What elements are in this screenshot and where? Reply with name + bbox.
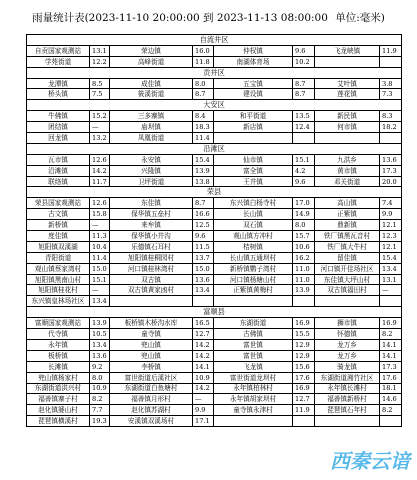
station-name: 正紫镇 <box>315 209 380 220</box>
station-name: 鼎新镇 <box>315 220 380 231</box>
station-name: 长滩镇 <box>27 361 90 372</box>
station-name: 王井镇 <box>214 176 293 187</box>
station-name: 兜山镇 <box>110 350 193 361</box>
rainfall-value: 12.2 <box>90 56 110 67</box>
unit-text: 单位:毫米) <box>335 12 385 24</box>
rainfall-value: 12.3 <box>380 231 402 242</box>
rainfall-value: 16.9 <box>293 318 315 329</box>
station-name: 龙万乡 <box>315 350 380 361</box>
rainfall-value: 11.9 <box>380 45 402 56</box>
station-name <box>110 296 193 307</box>
station-name: 安溪镇双溪场村 <box>110 416 193 427</box>
table-row <box>27 263 402 274</box>
rainfall-value: 11.4 <box>90 252 110 263</box>
rainfall-value: 17.0 <box>293 198 315 209</box>
rainfall-value: 14.1 <box>380 350 402 361</box>
table-row <box>27 231 402 242</box>
district-name: 荣县 <box>27 187 402 198</box>
table-row <box>27 133 402 144</box>
rainfall-value: 12.4 <box>293 122 315 133</box>
rainfall-value: 12.1 <box>380 220 402 231</box>
rainfall-value: 13.1 <box>380 274 402 285</box>
district-header-row <box>27 187 402 198</box>
station-name: 飞龙峡镇 <box>315 45 380 56</box>
rainfall-value: 13.9 <box>90 318 110 329</box>
station-name: 李桥镇 <box>110 361 193 372</box>
rainfall-value: 13.6 <box>380 154 402 165</box>
station-name: 南湖体育场 <box>214 56 293 67</box>
rainfall-value: 12.9 <box>293 339 315 350</box>
station-name: 旭阳镇桂花村 <box>27 285 90 296</box>
rainfall-value: 8.7 <box>293 78 315 89</box>
rainfall-value: 13.7 <box>193 252 214 263</box>
table-row <box>27 350 402 361</box>
rainfall-value <box>380 56 402 67</box>
station-name: 观山镇方冲村 <box>214 231 293 242</box>
table-row <box>27 318 402 329</box>
district-name: 贡井区 <box>27 67 402 78</box>
rainfall-value: 14.1 <box>193 361 214 372</box>
table-row <box>27 285 402 296</box>
rainfall-value: 14.9 <box>293 209 315 220</box>
station-name: 九洪乡 <box>315 154 380 165</box>
station-name: 庙坝镇 <box>110 122 193 133</box>
table-row <box>27 78 402 89</box>
station-name: 琵琶镇横溪村 <box>27 416 90 427</box>
table-row <box>27 122 402 133</box>
rainfall-value: 13.2 <box>90 133 110 144</box>
rainfall-value <box>380 133 402 144</box>
station-name: 新桥镇鹦子湾村 <box>214 263 293 274</box>
station-name: 荣县国家观测站 <box>27 198 90 209</box>
rainfall-value: 8.2 <box>380 329 402 340</box>
station-name: 古文镇 <box>27 209 90 220</box>
station-name: 狮市镇 <box>315 318 380 329</box>
rainfall-value: 4.2 <box>293 165 315 176</box>
rainfall-value: — <box>380 285 402 296</box>
station-name: 五宝镇 <box>214 78 293 89</box>
station-name: 来牟镇 <box>110 220 193 231</box>
station-name: 长山镇 <box>214 209 293 220</box>
table-row <box>27 252 402 263</box>
rainfall-value: 7.3 <box>380 89 402 100</box>
rainfall-value: 8.0 <box>293 220 315 231</box>
table-row <box>27 198 402 209</box>
rainfall-value: 20.0 <box>380 176 402 187</box>
station-name: 河口镇桂林湾村 <box>110 263 193 274</box>
station-name: 骑龙镇 <box>315 361 380 372</box>
rainfall-value: 8.2 <box>90 394 110 405</box>
rainfall-value: 8.7 <box>193 198 214 209</box>
table-row <box>27 209 402 220</box>
station-name: 富全镇 <box>214 165 293 176</box>
station-name: 何市镇 <box>315 122 380 133</box>
station-name: 东湖街道湘竹社区 <box>315 372 380 383</box>
station-name: 龙万乡 <box>315 339 380 350</box>
station-name: 赵化镇苏湖村 <box>110 405 193 416</box>
station-name: 和平街道 <box>214 111 293 122</box>
station-name <box>315 296 380 307</box>
rainfall-value: 16.0 <box>193 45 214 56</box>
rainfall-value: — <box>193 394 214 405</box>
rainfall-value: 10.4 <box>90 241 110 252</box>
station-name: 福善镇新桥村 <box>315 394 380 405</box>
table-row <box>27 383 402 394</box>
station-name: 仲权镇 <box>214 45 293 56</box>
station-name: 卫坪街道 <box>110 176 193 187</box>
station-name: 永年镇长滩村 <box>315 383 380 394</box>
rainfall-value: 10.9 <box>193 372 214 383</box>
station-name: 东湖街道白鱼塘村 <box>110 383 193 394</box>
rainfall-value: 14.2 <box>90 165 110 176</box>
station-name: 度佳镇 <box>27 231 90 242</box>
rainfall-value: 17.3 <box>380 165 402 176</box>
rainfall-value: 13.5 <box>293 111 315 122</box>
station-name: 飞龙镇 <box>214 361 293 372</box>
station-name: 建设镇 <box>214 89 293 100</box>
station-name: 富世街道龙坝村 <box>214 372 293 383</box>
rainfall-value: 9.9 <box>380 209 402 220</box>
rainfall-value: 14.1 <box>380 339 402 350</box>
station-name: 高山镇 <box>315 198 380 209</box>
rainfall-value: 8.0 <box>90 372 110 383</box>
station-name: 留佳镇 <box>315 252 380 263</box>
rainfall-value: 14.2 <box>193 383 214 394</box>
rainfall-value: 15.4 <box>193 154 214 165</box>
rainfall-value: 18.2 <box>380 122 402 133</box>
rainfall-value: 16.5 <box>193 318 214 329</box>
rainfall-value: 9.6 <box>293 176 315 187</box>
watermark-logo: 西秦云谙 <box>330 449 410 473</box>
station-name: 筱溪街道 <box>110 89 193 100</box>
rainfall-value: 13.4 <box>90 339 110 350</box>
rainfall-value: 15.4 <box>380 252 402 263</box>
table-row <box>27 394 402 405</box>
rainfall-value: 12.1 <box>380 241 402 252</box>
rainfall-value: 18.3 <box>193 122 214 133</box>
rainfall-value: 13.4 <box>193 285 214 296</box>
rainfall-value: 9.6 <box>293 45 315 56</box>
station-name: 永年镇 <box>27 339 90 350</box>
station-name: 兴隆镇 <box>110 165 193 176</box>
station-name: 观山镇蔡家湾村 <box>27 263 90 274</box>
rainfall-value <box>380 416 402 427</box>
rainfall-value: 13.1 <box>90 45 110 56</box>
rainfall-value: 17.1 <box>193 416 214 427</box>
table-row <box>27 241 402 252</box>
station-name: 凤凰街道 <box>110 133 193 144</box>
district-name: 大安区 <box>27 100 402 111</box>
rainfall-value: 11.4 <box>193 133 214 144</box>
station-name: 青阳街道 <box>27 252 90 263</box>
station-name: 琵琶镇石年村 <box>315 405 380 416</box>
rainfall-value: 13.4 <box>90 296 110 307</box>
station-name: 童寺镇 <box>110 329 193 340</box>
rainfall-value: 11.7 <box>90 176 110 187</box>
rainfall-value: 9.9 <box>193 405 214 416</box>
rainfall-value: 13.9 <box>193 165 214 176</box>
table-row <box>27 89 402 100</box>
rainfall-value: 14.2 <box>193 350 214 361</box>
rainfall-value <box>380 296 402 307</box>
station-name: 怀德镇 <box>315 329 380 340</box>
district-name: 富顺县 <box>27 307 402 318</box>
rainfall-value: 12.7 <box>293 394 315 405</box>
station-name: 永年镇胡家坝村 <box>214 394 293 405</box>
rainfall-value: 11.5 <box>193 241 214 252</box>
table-row <box>27 361 402 372</box>
rainfall-value: 11.0 <box>293 263 315 274</box>
rainfall-value: 11.8 <box>193 56 214 67</box>
station-name: 富世街道后溪社区 <box>110 372 193 383</box>
table-row <box>27 56 402 67</box>
station-name: 黄市镇 <box>315 165 380 176</box>
station-name: 保华镇小井沟 <box>110 231 193 242</box>
station-name: 沿滩镇 <box>27 165 90 176</box>
rainfall-value: — <box>90 122 110 133</box>
station-name: 东兴镇白杨寺村 <box>214 198 293 209</box>
rainfall-value: 14.2 <box>193 339 214 350</box>
station-name: 铁厂镇大牛村 <box>315 241 380 252</box>
rainfall-value: 15.0 <box>193 263 214 274</box>
rainfall-value: 7.7 <box>90 405 110 416</box>
rainfall-value: 7.4 <box>380 198 402 209</box>
report-title <box>0 10 417 25</box>
district-header-row <box>27 143 402 154</box>
station-name: 仙市镇 <box>214 154 293 165</box>
rainfall-value: 9.6 <box>193 231 214 242</box>
station-name: 永安镇 <box>110 154 193 165</box>
station-name: 板桥镇木桥沟水库 <box>110 318 193 329</box>
rainfall-value: 10.2 <box>293 56 315 67</box>
station-name <box>315 133 380 144</box>
table-row <box>27 416 402 427</box>
station-name: 三多寨镇 <box>110 111 193 122</box>
rainfall-value: 3.8 <box>380 78 402 89</box>
rainfall-value: 18.1 <box>380 383 402 394</box>
station-name: 富世镇 <box>214 339 293 350</box>
rainfall-value: 8.5 <box>90 78 110 89</box>
station-name: 河口镇开佳场社区 <box>315 263 380 274</box>
table-row <box>27 176 402 187</box>
station-name: 东湖街道洪兴村 <box>27 383 90 394</box>
station-name: 兜山镇 <box>110 339 193 350</box>
station-name: 河口镇杨塘山村 <box>214 274 293 285</box>
rainfall-value: 8.7 <box>193 89 214 100</box>
station-name: 乐德镇石耳村 <box>110 241 193 252</box>
station-name: 双古镇 <box>110 274 193 285</box>
station-name: 新桥镇 <box>27 220 90 231</box>
rainfall-value: 14.6 <box>380 394 402 405</box>
station-name: 长山镇五通坝村 <box>214 252 293 263</box>
district-header-row <box>27 67 402 78</box>
rainfall-value: 15.2 <box>90 111 110 122</box>
rainfall-value: 16.2 <box>293 252 315 263</box>
station-name: 东兴镇皇林场社区 <box>27 296 90 307</box>
station-name: 保华镇五垒村 <box>110 209 193 220</box>
rainfall-value: 8.2 <box>380 405 402 416</box>
station-name: 福善镇月形村 <box>110 394 193 405</box>
station-name: 桔树镇 <box>214 241 293 252</box>
title-text: 雨量统计表(2023-11-10 20:00:00 到 2023-11-13 08:00:00 <box>32 12 328 24</box>
rainfall-value: — <box>90 220 110 231</box>
rainfall-value: 12.7 <box>193 329 214 340</box>
station-name: 荣边镇 <box>110 45 193 56</box>
station-name <box>214 416 293 427</box>
district-name: 沿滩区 <box>27 143 402 154</box>
station-name: 兜山镇杨家村 <box>27 372 90 383</box>
station-name: 新民镇 <box>315 111 380 122</box>
station-name <box>315 416 380 427</box>
rainfall-value: 8.3 <box>380 111 402 122</box>
station-name: 自贡国家观测站 <box>27 45 90 56</box>
rainfall-value: 12.6 <box>90 154 110 165</box>
station-name: 联络镇 <box>27 176 90 187</box>
rainfall-value: 9.2 <box>90 361 110 372</box>
rainfall-value: 11.3 <box>90 231 110 242</box>
rainfall-value: 12.5 <box>193 220 214 231</box>
station-name: 福善镇寨子村 <box>27 394 90 405</box>
station-name <box>214 296 293 307</box>
rainfall-value: 13.4 <box>380 263 402 274</box>
rainfall-value: 13.6 <box>193 274 214 285</box>
rainfall-value: 13.8 <box>193 176 214 187</box>
station-name: 古佛镇 <box>214 329 293 340</box>
rainfall-value: 15.8 <box>90 209 110 220</box>
station-name: 东佳镇大坪山村 <box>315 274 380 285</box>
table-row <box>27 154 402 165</box>
rainfall-value: 15.0 <box>90 263 110 274</box>
rainfall-value <box>293 133 315 144</box>
rainfall-value: 17.3 <box>380 361 402 372</box>
table-row <box>27 329 402 340</box>
rainfall-value: 16.9 <box>380 318 402 329</box>
rainfall-value: 17.6 <box>293 372 315 383</box>
station-name <box>315 56 380 67</box>
station-name: 赵化镇婆山村 <box>27 405 90 416</box>
rainfall-value: 10.6 <box>293 241 315 252</box>
rainfall-value: 12.9 <box>293 350 315 361</box>
rainfall-value: 16.9 <box>293 383 315 394</box>
rainfall-value: 11.9 <box>293 405 315 416</box>
district-header-row <box>27 35 402 46</box>
station-name: 邓关街道 <box>315 176 380 187</box>
rainfall-value <box>193 296 214 307</box>
rainfall-value: 8.7 <box>293 89 315 100</box>
rainfall-value: 8.0 <box>193 78 214 89</box>
station-name: 永年镇柏林村 <box>214 383 293 394</box>
rainfall-value <box>293 416 315 427</box>
table-row <box>27 274 402 285</box>
table-row <box>27 296 402 307</box>
station-name: 高峰街道 <box>110 56 193 67</box>
rainfall-table-body <box>27 35 402 427</box>
table-row <box>27 339 402 350</box>
station-name: 瓦市镇 <box>27 154 90 165</box>
station-name: 成佳镇 <box>110 78 193 89</box>
rainfall-value: 15.5 <box>293 329 315 340</box>
rainfall-value: 13.6 <box>90 350 110 361</box>
station-name: 旭阳镇桂桐园村 <box>110 252 193 263</box>
station-name: 双古镇黄家凼村 <box>110 285 193 296</box>
station-name: 新店镇 <box>214 122 293 133</box>
station-name <box>214 133 293 144</box>
rainfall-value: 16.6 <box>193 209 214 220</box>
station-name: 双石镇 <box>214 220 293 231</box>
rainfall-value <box>293 296 315 307</box>
table-row <box>27 111 402 122</box>
table-row <box>27 45 402 56</box>
rainfall-table <box>26 34 402 427</box>
rainfall-value: 13.9 <box>293 285 315 296</box>
rainfall-value: 17.6 <box>380 372 402 383</box>
station-name: 龙潭镇 <box>27 78 90 89</box>
rainfall-value: 7.5 <box>90 89 110 100</box>
station-name: 东湖街道 <box>214 318 293 329</box>
rainfall-value: 15.1 <box>90 274 110 285</box>
station-name: 双古镇福田村 <box>315 285 380 296</box>
station-name: 艾叶镇 <box>315 78 380 89</box>
rainfall-value: 12.6 <box>90 198 110 209</box>
station-name: 正紫镇黄梅村 <box>214 285 293 296</box>
table-row <box>27 372 402 383</box>
station-name: 东佳镇 <box>110 198 193 209</box>
rainfall-value: 10.5 <box>90 329 110 340</box>
station-name: 回龙镇 <box>27 133 90 144</box>
rainfall-value: 15.6 <box>293 361 315 372</box>
station-name: 旭阳镇黑南山村 <box>27 274 90 285</box>
rainfall-value: 15.1 <box>293 154 315 165</box>
station-name: 旭阳镇双溪湖 <box>27 241 90 252</box>
district-header-row <box>27 307 402 318</box>
table-row <box>27 405 402 416</box>
district-header-row <box>27 100 402 111</box>
station-name: 桥头镇 <box>27 89 90 100</box>
station-name: 富顺国家观测站 <box>27 318 90 329</box>
table-row <box>27 220 402 231</box>
station-name: 代寺镇 <box>27 329 90 340</box>
station-name: 富世镇 <box>214 350 293 361</box>
station-name: 板桥镇 <box>27 350 90 361</box>
station-name: 铁厂镇黑瓦音村 <box>315 231 380 242</box>
station-name: 团结镇 <box>27 122 90 133</box>
rainfall-value: 8.4 <box>193 111 214 122</box>
rainfall-value: — <box>90 285 110 296</box>
station-name: 牛佛镇 <box>27 111 90 122</box>
table-row <box>27 165 402 176</box>
rainfall-value: 19.3 <box>90 416 110 427</box>
rainfall-value: 10.9 <box>90 383 110 394</box>
station-name: 莲花镇 <box>315 89 380 100</box>
rainfall-value: 11.0 <box>293 274 315 285</box>
station-name: 童寺镇永津村 <box>214 405 293 416</box>
station-name: 学苑街道 <box>27 56 90 67</box>
rainfall-value: 15.7 <box>293 231 315 242</box>
district-name: 自流井区 <box>27 35 402 46</box>
